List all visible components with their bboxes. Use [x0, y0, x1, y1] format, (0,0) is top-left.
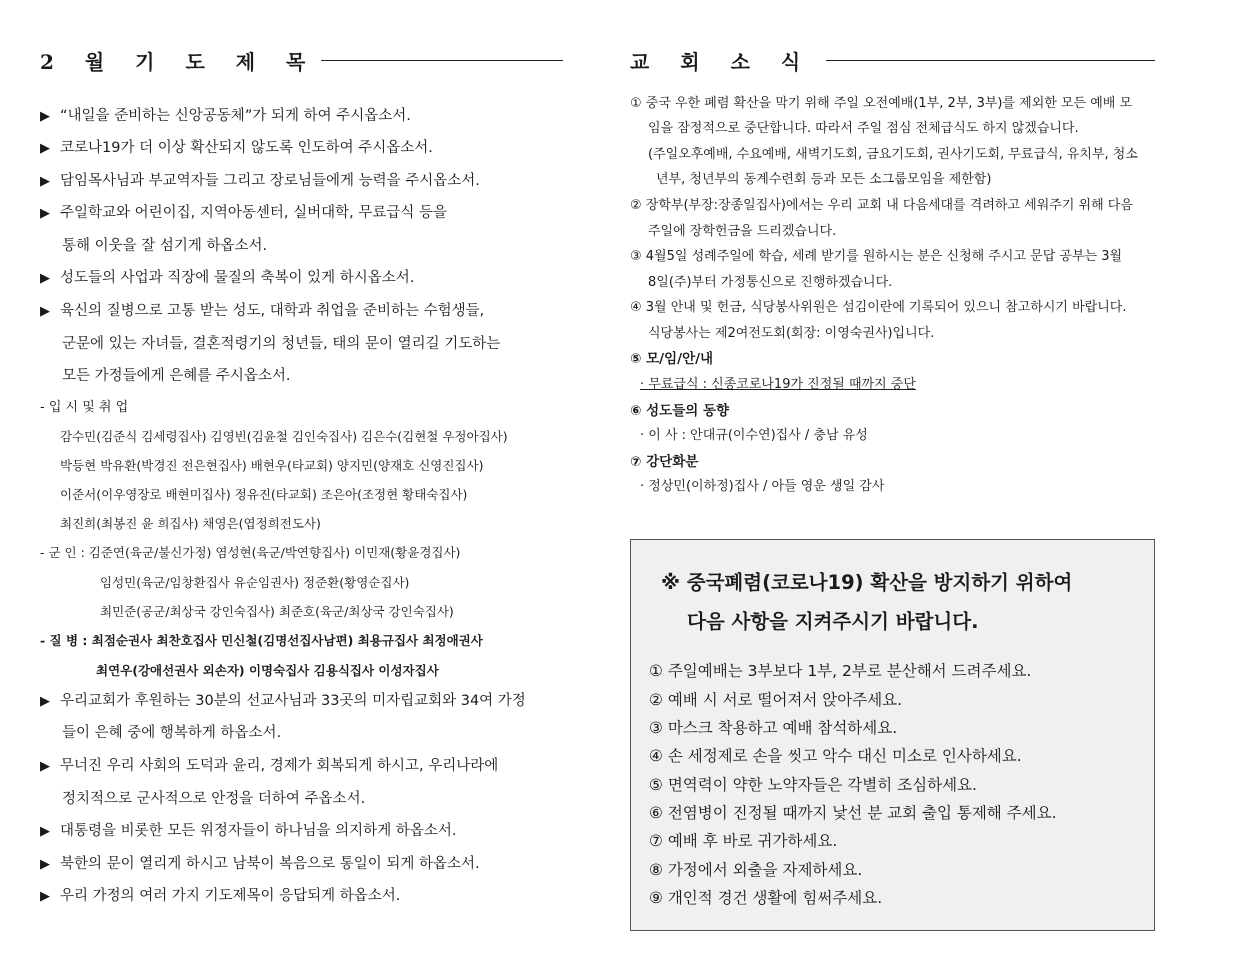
prayer-item: ▶ 주일학교와 어린이집, 지역아동센터, 실버대학, 무료급식 등을 [40, 203, 447, 224]
notice-item: ④ 손 세정제로 손을 씻고 악수 대신 미소로 인사하세요. [649, 747, 1022, 765]
header-rule [321, 60, 563, 61]
news-item-cont: 주일에 장학헌금을 드리겠습니다. [648, 224, 837, 239]
notice-title: ※ 중국폐렴(코로나19) 확산을 방지하기 위하여 [661, 571, 1073, 594]
news-item: ② 장학부(부장:장종일집사)에서는 우리 교회 내 다음세대를 격려하고 세워주기 위해 다음 [630, 198, 1133, 213]
news-item-cont: 8일(주)부터 가정통신으로 진행하겠습니다. [648, 275, 893, 290]
exam-job-names: 박등현 박유환(박경진 전은현집사) 배현우(타교회) 양지민(양재호 신영진집사) [60, 458, 484, 473]
members-detail: · 이 사 : 안대규(이수연)집사 / 충남 유성 [640, 428, 868, 443]
sick-names: 최연우(강애선권사 외손자) 이명숙집사 김용식집사 이성자집사 [96, 663, 439, 678]
notice-item: ⑧ 가정에서 외출을 자제하세요. [649, 861, 863, 879]
prayer-item: ▶ 북한의 문이 열리게 하시고 남북이 복음으로 통일이 되게 하옵소서. [40, 854, 480, 875]
prayer-item: ▶ 무너진 우리 사회의 도덕과 윤리, 경제가 회복되게 하시고, 우리나라에 [40, 756, 498, 777]
news-item-cont: 식당봉사는 제2여전도회(회장: 이영숙권사)입니다. [648, 326, 935, 341]
news-item: ③ 4월5일 성례주일에 학습, 세례 받기를 원하시는 분은 신청해 주시고 문답 공부는 3월 [630, 249, 1123, 264]
triangle-bullet-icon: ▶ [40, 174, 50, 189]
exam-job-names: 이준서(이우영장로 배현미집사) 정유진(타교회) 조은아(조정현 황태숙집사) [60, 487, 468, 502]
notice-item: ⑦ 예배 후 바로 귀가하세요. [649, 832, 838, 850]
news-item: ④ 3월 안내 및 헌금, 식당봉사위원은 섬김이란에 기록되어 있으니 참고하시기 바랍니다. [630, 300, 1127, 315]
prayer-item-cont: 들이 은혜 중에 행복하게 하옵소서. [62, 725, 282, 741]
triangle-bullet-icon: ▶ [40, 889, 50, 904]
prayer-item: ▶ “내일을 준비하는 신앙공동체”가 되게 하여 주시옵소서. [40, 106, 411, 127]
news-item-cont: (주일오후예배, 수요예배, 새벽기도회, 금요기도회, 권사기도회, 무료급식, 유치부, 청소 [648, 147, 1138, 162]
prayer-title: 2 월 기 도 제 목 [40, 50, 318, 74]
prayer-item: ▶ 담임목사님과 부교역자들 그리고 장로님들에게 능력을 주시옵소서. [40, 171, 480, 192]
prayer-item: ▶ 대통령을 비롯한 모든 위정자들이 하나님을 의지하게 하옵소서. [40, 821, 456, 842]
triangle-bullet-icon: ▶ [40, 857, 50, 872]
prayer-item: ▶ 성도들의 사업과 직장에 물질의 축복이 있게 하시옵소서. [40, 268, 414, 289]
soldier-names: 임성민(육군/임창환집사 유순임권사) 정준환(황영순집사) [100, 575, 410, 590]
covid-notice-box [630, 539, 1155, 931]
notice-item: ③ 마스크 착용하고 예배 참석하세요. [649, 719, 898, 737]
prayer-item: ▶ 우리 가정의 여러 가지 기도제목이 응답되게 하옵소서. [40, 886, 400, 907]
triangle-bullet-icon: ▶ [40, 206, 50, 221]
triangle-bullet-icon: ▶ [40, 271, 50, 286]
meeting-detail: · 무료급식 : 신종코로나19가 진정될 때까지 중단 [640, 377, 916, 392]
prayer-item-cont: 군문에 있는 자녀들, 결혼적령기의 청년들, 태의 문이 열리길 기도하는 [62, 336, 501, 352]
prayer-item-cont: 통해 이웃을 잘 섬기게 하옵소서. [62, 238, 268, 254]
prayer-item: ▶ 우리교회가 후원하는 30분의 선교사님과 33곳의 미자립교회와 34여 가정 [40, 691, 526, 712]
members-heading: ⑥ 성도들의 동향 [630, 403, 730, 419]
news-header [630, 46, 1155, 75]
prayer-item-cont: 정치적으로 군사적으로 안정을 더하여 주옵소서. [62, 791, 366, 807]
prayer-item-cont: 모든 가정들에게 은혜를 주시옵소서. [62, 368, 291, 384]
triangle-bullet-icon: ▶ [40, 759, 50, 774]
soldier-names: 최민준(공군/최상국 강인숙집사) 최준호(육군/최상국 강인숙집사) [100, 604, 454, 619]
notice-subtitle: 다음 사항을 지켜주시기 바랍니다. [687, 610, 979, 633]
notice-item: ② 예배 시 서로 떨어져서 앉아주세요. [649, 691, 903, 709]
exam-job-heading: - 입 시 및 취 업 [40, 400, 129, 415]
prayer-item: ▶ 코로나19가 더 이상 확산되지 않도록 인도하여 주시옵소서. [40, 138, 433, 159]
notice-item: ⑥ 전염병이 진정될 때까지 낯선 분 교회 출입 통제해 주세요. [649, 804, 1057, 822]
triangle-bullet-icon: ▶ [40, 824, 50, 839]
meeting-heading: ⑤ 모/임/안/내 [630, 351, 714, 367]
prayer-item: ▶ 육신의 질병으로 고통 받는 성도, 대학과 취업을 준비하는 수험생들, [40, 301, 484, 322]
news-item-cont: 임을 잠정적으로 중단합니다. 따라서 주일 점심 전체급식도 하지 않겠습니다. [648, 121, 1079, 136]
news-item: ① 중국 우한 폐렴 확산을 막기 위해 주일 오전예배(1부, 2부, 3부)를 제외한 모든 예배 모 [630, 96, 1133, 111]
news-item-cont: 년부, 청년부의 동계수련회 등과 모든 소그룹모임을 제한함) [656, 172, 992, 187]
soldier-names: - 군 인 : 김준연(육군/불신가정) 염성현(육군/박연향집사) 이민재(황윤경집사) [40, 545, 461, 560]
exam-job-names: 감수민(김준식 김세령집사) 김영빈(김윤철 김인숙집사) 김은수(김현철 우정아집사) [60, 429, 508, 444]
exam-job-names: 최진희(최봉진 윤 희집사) 채영은(엽정희전도사) [60, 516, 321, 531]
sick-names: - 질 병 : 최점순권사 최찬호집사 민신철(김명선집사남편) 최용규집사 최정애권사 [40, 633, 483, 648]
header-rule [826, 60, 1155, 61]
triangle-bullet-icon: ▶ [40, 141, 50, 156]
notice-item: ① 주일예배는 3부보다 1부, 2부로 분산해서 드려주세요. [649, 662, 1032, 680]
prayer-header [40, 46, 563, 75]
triangle-bullet-icon: ▶ [40, 109, 50, 124]
triangle-bullet-icon: ▶ [40, 694, 50, 709]
notice-item: ⑤ 면역력이 약한 노약자들은 각별히 조심하세요. [649, 776, 977, 794]
flowers-detail: · 정상민(이하정)집사 / 아들 영운 생일 감사 [640, 479, 885, 494]
news-title: 교 회 소 식 [630, 50, 813, 74]
flowers-heading: ⑦ 강단화분 [630, 454, 699, 470]
triangle-bullet-icon: ▶ [40, 304, 50, 319]
notice-item: ⑨ 개인적 경건 생활에 힘써주세요. [649, 889, 883, 907]
